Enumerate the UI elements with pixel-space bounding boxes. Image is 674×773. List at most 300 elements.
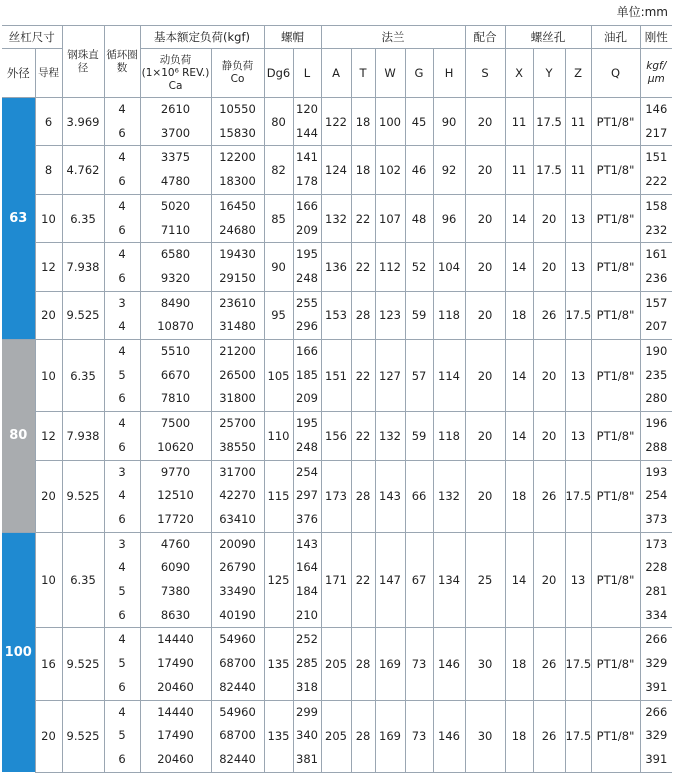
header-g: G	[405, 49, 433, 98]
length-cell	[293, 532, 321, 628]
y-cell: 20	[533, 194, 565, 242]
z-cell: 13	[565, 532, 591, 628]
z-cell: 13	[565, 340, 591, 412]
length-cell	[293, 628, 321, 700]
static-load-cell-value: 42270	[219, 488, 256, 503]
h-cell: 118	[433, 291, 465, 339]
y-cell: 26	[533, 628, 565, 700]
header-dynamic-unit: (1×10⁶ REV.)	[141, 66, 210, 79]
circuits-cell-value: 6	[118, 439, 126, 454]
static-load-cell-value: 54960	[219, 704, 256, 719]
table-row	[2, 412, 672, 460]
rigidity-cell-value: 288	[645, 439, 668, 454]
rigidity-cell-value: 207	[645, 319, 668, 334]
s-cell: 20	[465, 98, 505, 146]
circuits-cell-value: 6	[118, 391, 126, 406]
length-cell-value: 299	[296, 704, 318, 719]
rigidity-cell	[640, 291, 672, 339]
circuits-cell	[104, 146, 140, 194]
dynamic-load-cell	[140, 146, 211, 194]
header-bolt-hole: 螺丝孔	[505, 26, 591, 49]
length-cell	[293, 700, 321, 772]
circuits-cell-value: 4	[118, 488, 126, 503]
outer-dia-cell: 80	[2, 340, 35, 533]
length-cell-value: 144	[296, 125, 318, 140]
q-cell: PT1/8"	[591, 460, 640, 532]
dynamic-load-cell	[140, 532, 211, 628]
length-cell	[293, 412, 321, 460]
s-cell: 20	[465, 146, 505, 194]
rigidity-cell	[640, 194, 672, 242]
ball-dia-cell: 6.35	[62, 340, 104, 412]
table-row	[2, 98, 672, 146]
outer-dia-cell: 100	[2, 532, 35, 772]
dynamic-load-cell-value: 20460	[157, 679, 194, 694]
static-load-cell-value: 38550	[219, 439, 256, 454]
length-cell	[293, 460, 321, 532]
circuits-cell-value: 3	[118, 295, 126, 310]
dynamic-load-cell-value: 7110	[160, 222, 191, 237]
rigidity-cell-value: 235	[645, 367, 668, 382]
length-cell-value: 164	[296, 560, 318, 575]
dynamic-load-cell-value: 10870	[157, 319, 194, 334]
rigidity-cell-value: 217	[645, 125, 668, 140]
dynamic-load-cell	[140, 194, 211, 242]
dynamic-load-cell-value: 9770	[160, 464, 191, 479]
dynamic-load-cell	[140, 700, 211, 772]
header-a: A	[321, 49, 351, 98]
w-cell: 169	[375, 628, 405, 700]
rigidity-cell-value: 329	[645, 728, 668, 743]
a-cell: 132	[321, 194, 351, 242]
rigidity-cell	[640, 146, 672, 194]
dynamic-load-cell-value: 7810	[160, 391, 191, 406]
dynamic-load-cell-value: 3700	[160, 125, 191, 140]
rigidity-cell	[640, 628, 672, 700]
outer-dia-cell: 63	[2, 98, 35, 340]
length-cell-value: 166	[296, 198, 318, 213]
dg6-cell: 85	[264, 194, 293, 242]
x-cell: 18	[505, 291, 533, 339]
circuits-cell-value: 4	[118, 247, 126, 262]
h-cell: 134	[433, 532, 465, 628]
g-cell: 57	[405, 340, 433, 412]
static-load-cell-value: 82440	[219, 679, 256, 694]
header-q: Q	[591, 49, 640, 98]
dynamic-load-cell-value: 14440	[157, 704, 194, 719]
static-load-cell-value: 15830	[219, 125, 256, 140]
static-load-cell-value: 18300	[219, 174, 256, 189]
dynamic-load-cell-value: 6670	[160, 367, 191, 382]
table-row	[2, 460, 672, 532]
w-cell: 100	[375, 98, 405, 146]
dynamic-load-cell	[140, 340, 211, 412]
length-cell-value: 318	[296, 679, 318, 694]
h-cell: 114	[433, 340, 465, 412]
q-cell: PT1/8"	[591, 628, 640, 700]
t-cell: 22	[351, 532, 375, 628]
rigidity-cell-value: 193	[645, 464, 668, 479]
dg6-cell: 80	[264, 98, 293, 146]
dynamic-load-cell-value: 20460	[157, 751, 194, 766]
dynamic-load-cell-value: 17490	[157, 656, 194, 671]
z-cell: 17.5	[565, 628, 591, 700]
static-load-cell-value: 33490	[219, 584, 256, 599]
length-cell-value: 141	[296, 150, 318, 165]
s-cell: 20	[465, 460, 505, 532]
y-cell: 20	[533, 340, 565, 412]
dg6-cell: 110	[264, 412, 293, 460]
g-cell: 45	[405, 98, 433, 146]
z-cell: 13	[565, 412, 591, 460]
rigidity-cell	[640, 700, 672, 772]
dynamic-load-cell-value: 17490	[157, 728, 194, 743]
ball-dia-cell: 7.938	[62, 412, 104, 460]
w-cell: 107	[375, 194, 405, 242]
header-rigidity-unit	[640, 49, 672, 98]
lead-cell: 8	[35, 146, 62, 194]
static-load-cell-value: 23610	[219, 295, 256, 310]
h-cell: 92	[433, 146, 465, 194]
length-cell-value: 285	[296, 656, 318, 671]
circuits-cell-value: 4	[118, 319, 126, 334]
length-cell	[293, 291, 321, 339]
header-t: T	[351, 49, 375, 98]
circuits-cell-value: 6	[118, 607, 126, 622]
static-load-cell-value: 19430	[219, 247, 256, 262]
header-w: W	[375, 49, 405, 98]
rigidity-cell-value: 190	[645, 344, 668, 359]
rigidity-cell-value: 158	[645, 198, 668, 213]
dynamic-load-cell-value: 9320	[160, 270, 191, 285]
t-cell: 28	[351, 291, 375, 339]
ball-dia-cell: 7.938	[62, 243, 104, 291]
rigidity-cell-value: 281	[645, 584, 668, 599]
static-load-cell-value: 24680	[219, 222, 256, 237]
h-cell: 132	[433, 460, 465, 532]
length-cell	[293, 146, 321, 194]
length-cell-value: 297	[296, 488, 318, 503]
a-cell: 205	[321, 700, 351, 772]
rigidity-cell-value: 334	[645, 607, 668, 622]
rigidity-cell	[640, 340, 672, 412]
g-cell: 67	[405, 532, 433, 628]
a-cell: 151	[321, 340, 351, 412]
circuits-cell-value: 4	[118, 632, 126, 647]
rigidity-cell-value: 391	[645, 679, 668, 694]
static-load-cell-value: 21200	[219, 344, 256, 359]
s-cell: 20	[465, 243, 505, 291]
y-cell: 20	[533, 412, 565, 460]
w-cell: 143	[375, 460, 405, 532]
circuits-cell-value: 4	[118, 102, 126, 116]
ball-dia-cell: 6.35	[62, 532, 104, 628]
dynamic-load-cell	[140, 412, 211, 460]
static-load-cell-value: 31480	[219, 319, 256, 334]
dg6-cell: 82	[264, 146, 293, 194]
circuits-cell-value: 5	[118, 728, 126, 743]
x-cell: 18	[505, 460, 533, 532]
circuits-cell-value: 3	[118, 536, 126, 551]
g-cell: 59	[405, 412, 433, 460]
h-cell: 104	[433, 243, 465, 291]
rigidity-cell-value: 236	[645, 270, 668, 285]
q-cell: PT1/8"	[591, 532, 640, 628]
length-cell-value: 254	[296, 464, 318, 479]
dynamic-load-cell-value: 10620	[157, 439, 194, 454]
lead-cell: 20	[35, 460, 62, 532]
rigidity-cell-value: 232	[645, 222, 668, 237]
x-cell: 14	[505, 194, 533, 242]
circuits-cell-value: 6	[118, 174, 126, 189]
static-load-cell	[211, 340, 264, 412]
lead-cell: 10	[35, 532, 62, 628]
length-cell-value: 120	[296, 102, 318, 116]
header-nut: 螺帽	[264, 26, 321, 49]
circuits-cell-value: 6	[118, 679, 126, 694]
x-cell: 11	[505, 146, 533, 194]
circuits-cell-value: 5	[118, 367, 126, 382]
rigidity-cell	[640, 243, 672, 291]
h-cell: 96	[433, 194, 465, 242]
a-cell: 124	[321, 146, 351, 194]
length-cell-value: 248	[296, 270, 318, 285]
dg6-cell: 105	[264, 340, 293, 412]
header-static-load	[211, 49, 264, 98]
rigidity-cell-value: 222	[645, 174, 668, 189]
header-circuits: 循环圈数	[104, 26, 140, 98]
table-row	[2, 291, 672, 339]
dynamic-load-cell-value: 12510	[157, 488, 194, 503]
static-load-cell-value: 63410	[219, 511, 256, 526]
dg6-cell: 135	[264, 628, 293, 700]
lead-cell: 20	[35, 700, 62, 772]
dynamic-load-cell-value: 6580	[160, 247, 191, 262]
y-cell: 26	[533, 460, 565, 532]
static-load-cell	[211, 146, 264, 194]
length-cell-value: 184	[296, 584, 318, 599]
ball-dia-cell: 4.762	[62, 146, 104, 194]
y-cell: 26	[533, 291, 565, 339]
dynamic-load-cell-value: 17720	[157, 511, 194, 526]
static-load-cell-value: 68700	[219, 728, 256, 743]
header-static-sym: Co	[230, 73, 245, 85]
dynamic-load-cell	[140, 628, 211, 700]
length-cell-value: 252	[296, 632, 318, 647]
header-lead: 导程	[35, 49, 62, 98]
w-cell: 169	[375, 700, 405, 772]
a-cell: 156	[321, 412, 351, 460]
rigidity-cell-value: 157	[645, 295, 668, 310]
a-cell: 171	[321, 532, 351, 628]
circuits-cell	[104, 412, 140, 460]
g-cell: 66	[405, 460, 433, 532]
q-cell: PT1/8"	[591, 291, 640, 339]
w-cell: 102	[375, 146, 405, 194]
header-dynamic-label: 动负荷	[159, 53, 192, 66]
static-load-cell-value: 10550	[219, 102, 256, 116]
z-cell: 13	[565, 194, 591, 242]
dynamic-load-cell-value: 7500	[160, 416, 191, 431]
header-oil-hole: 油孔	[591, 26, 640, 49]
x-cell: 14	[505, 340, 533, 412]
q-cell: PT1/8"	[591, 98, 640, 146]
static-load-cell-value: 40190	[219, 607, 256, 622]
table-row	[2, 340, 672, 412]
length-cell	[293, 194, 321, 242]
circuits-cell	[104, 460, 140, 532]
length-cell	[293, 340, 321, 412]
header-dg6: Dg6	[264, 49, 293, 98]
static-load-cell	[211, 628, 264, 700]
length-cell-value: 195	[296, 247, 318, 262]
circuits-cell-value: 4	[118, 344, 126, 359]
rigidity-cell-value: 329	[645, 656, 668, 671]
h-cell: 90	[433, 98, 465, 146]
g-cell: 52	[405, 243, 433, 291]
static-load-cell-value: 16450	[219, 198, 256, 213]
header-h: H	[433, 49, 465, 98]
header-flange: 法兰	[321, 26, 465, 49]
length-cell-value: 195	[296, 416, 318, 431]
x-cell: 14	[505, 412, 533, 460]
ball-dia-cell: 9.525	[62, 460, 104, 532]
dynamic-load-cell-value: 4760	[160, 536, 191, 551]
y-cell: 26	[533, 700, 565, 772]
s-cell: 20	[465, 194, 505, 242]
circuits-cell	[104, 291, 140, 339]
header-rigidity: 刚性	[640, 26, 672, 49]
header-rigidity-unit-bottom: μm	[647, 73, 665, 85]
a-cell: 153	[321, 291, 351, 339]
dynamic-load-cell-value: 8630	[160, 607, 191, 622]
rigidity-cell-value: 373	[645, 511, 668, 526]
static-load-cell-value: 25700	[219, 416, 256, 431]
rigidity-cell-value: 228	[645, 560, 668, 575]
length-cell-value: 210	[296, 607, 318, 622]
header-static-label: 静负荷	[221, 60, 254, 72]
t-cell: 18	[351, 98, 375, 146]
dynamic-load-cell-value: 14440	[157, 632, 194, 647]
header-z: Z	[565, 49, 591, 98]
header-ball-dia: 钢珠直径	[62, 26, 104, 98]
length-cell-value: 166	[296, 344, 318, 359]
header-s: S	[465, 49, 505, 98]
ball-dia-cell: 9.525	[62, 700, 104, 772]
g-cell: 48	[405, 194, 433, 242]
rigidity-cell	[640, 532, 672, 628]
circuits-cell-value: 6	[118, 751, 126, 766]
table-row	[2, 194, 672, 242]
dg6-cell: 95	[264, 291, 293, 339]
g-cell: 59	[405, 291, 433, 339]
rigidity-cell-value: 196	[645, 416, 668, 431]
unit-label: 单位:mm	[616, 5, 668, 19]
circuits-cell-value: 6	[118, 125, 126, 140]
static-load-cell-value: 12200	[219, 150, 256, 165]
length-cell-value: 376	[296, 511, 318, 526]
static-load-cell-value: 54960	[219, 632, 256, 647]
dg6-cell: 135	[264, 700, 293, 772]
s-cell: 30	[465, 700, 505, 772]
w-cell: 147	[375, 532, 405, 628]
static-load-cell-value: 82440	[219, 751, 256, 766]
rigidity-cell-value: 146	[645, 102, 668, 116]
static-load-cell	[211, 412, 264, 460]
x-cell: 14	[505, 532, 533, 628]
circuits-cell	[104, 340, 140, 412]
a-cell: 122	[321, 98, 351, 146]
rigidity-cell-value: 391	[645, 751, 668, 766]
table-row	[2, 532, 672, 628]
table-row	[2, 243, 672, 291]
rigidity-cell-value: 173	[645, 536, 668, 551]
circuits-cell-value: 4	[118, 560, 126, 575]
lead-cell: 6	[35, 98, 62, 146]
dynamic-load-cell-value: 2610	[160, 102, 191, 116]
q-cell: PT1/8"	[591, 194, 640, 242]
rigidity-cell	[640, 412, 672, 460]
x-cell: 11	[505, 98, 533, 146]
table-row	[2, 146, 672, 194]
header-x: X	[505, 49, 533, 98]
dg6-cell: 125	[264, 532, 293, 628]
static-load-cell	[211, 243, 264, 291]
t-cell: 22	[351, 194, 375, 242]
header-rigidity-unit-top: kgf/	[646, 60, 667, 72]
static-load-cell-value: 31700	[219, 464, 256, 479]
dynamic-load-cell	[140, 243, 211, 291]
w-cell: 112	[375, 243, 405, 291]
static-load-cell-value: 31800	[219, 391, 256, 406]
table-row	[2, 628, 672, 700]
circuits-cell-value: 6	[118, 270, 126, 285]
static-load-cell	[211, 98, 264, 146]
length-cell-value: 209	[296, 222, 318, 237]
lead-cell: 10	[35, 340, 62, 412]
t-cell: 22	[351, 412, 375, 460]
a-cell: 136	[321, 243, 351, 291]
length-cell	[293, 243, 321, 291]
rigidity-cell	[640, 460, 672, 532]
dynamic-load-cell-value: 3375	[160, 150, 191, 165]
z-cell: 11	[565, 146, 591, 194]
table-row	[2, 700, 672, 772]
rigidity-cell-value: 280	[645, 391, 668, 406]
z-cell: 17.5	[565, 460, 591, 532]
t-cell: 22	[351, 340, 375, 412]
circuits-cell-value: 5	[118, 656, 126, 671]
t-cell: 28	[351, 628, 375, 700]
rigidity-cell-value: 266	[645, 704, 668, 719]
z-cell: 13	[565, 243, 591, 291]
lead-cell: 12	[35, 412, 62, 460]
lead-cell: 10	[35, 194, 62, 242]
static-load-cell-value: 29150	[219, 270, 256, 285]
t-cell: 28	[351, 700, 375, 772]
dynamic-load-cell-value: 5510	[160, 344, 191, 359]
x-cell: 14	[505, 243, 533, 291]
z-cell: 11	[565, 98, 591, 146]
y-cell: 17.5	[533, 98, 565, 146]
ball-dia-cell: 9.525	[62, 291, 104, 339]
a-cell: 205	[321, 628, 351, 700]
ball-dia-cell: 6.35	[62, 194, 104, 242]
y-cell: 17.5	[533, 146, 565, 194]
ball-dia-cell: 9.525	[62, 628, 104, 700]
ball-dia-cell: 3.969	[62, 98, 104, 146]
rigidity-cell	[640, 98, 672, 146]
